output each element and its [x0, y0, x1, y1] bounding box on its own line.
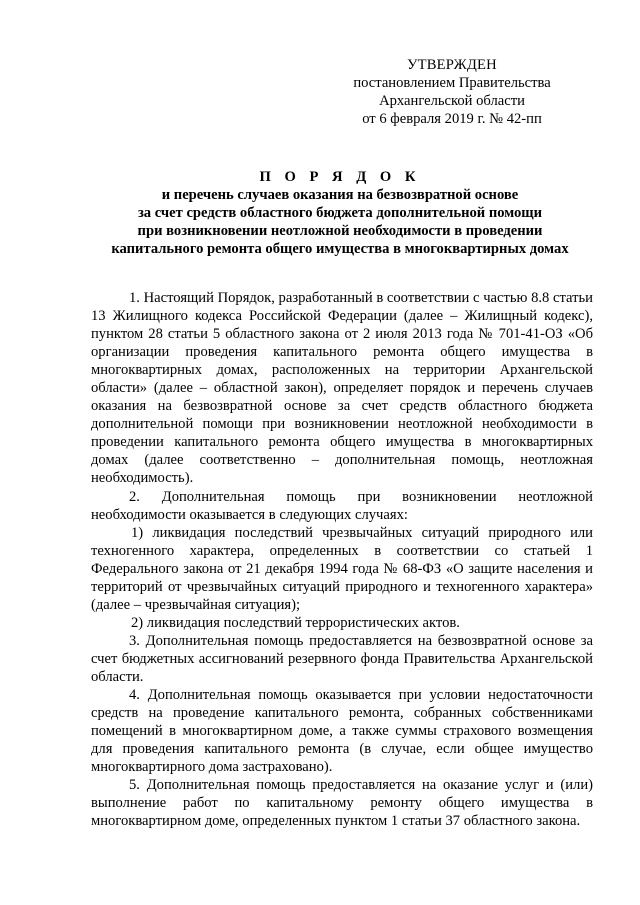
document-subtitle-line-1: и перечень случаев оказания на безвозвратной основе — [161, 187, 519, 203]
document-subtitle-line-2: за счет средств областного бюджета дополнительной помощи — [137, 205, 543, 221]
document-subtitle-line-3: при возникновении неотложной необходимости в проведении — [137, 223, 543, 239]
document-subtitle-line-4: капитального ремонта общего имущества в многоквартирных домах — [111, 241, 569, 257]
paragraph-2-item-2: 2) ликвидация последствий террористических актов. — [131, 614, 460, 631]
approval-heading: УТВЕРЖДЕН — [407, 57, 497, 73]
paragraph-2: 2. Дополнительная помощь при возникновении неотложной необходимости оказывается в следующих случаях: — [91, 488, 593, 523]
paragraph-5: 5. Дополнительная помощь предоставляется на оказание услуг и (или) выполнение работ по капитальному ремонту общего имущества в многоквартирном доме, определенных пунктом 1 статьи 37 областного закона. — [91, 777, 593, 830]
paragraph-4: 4. Дополнительная помощь оказывается при условии недостаточности средств на проведение капитального ремонта, собранных собственниками помещений в многоквартирном доме, а также суммы страхового возмещения для проведения капитального ремонта (в случае, если общее имущество многоквартирного дома застраховано). — [91, 687, 593, 776]
paragraph-2-item-1: 1) ликвидация последствий чрезвычайных ситуаций природного или техногенного характера, определенных в соответствии со статьей 1 Федерального закона от 21 декабря 1994 года № 68-ФЗ «О защите населения и территорий от чрезвычайных ситуаций природного и техногенного характера» (далее – чрезвычайная ситуация); — [91, 524, 593, 613]
paragraph-3: 3. Дополнительная помощь предоставляется на безвозвратной основе за счет бюджетных ассигнований резервного фонда Правительства Архангельской области. — [91, 632, 593, 685]
approval-line-2: Архангельской области — [379, 93, 525, 109]
document-body — [91, 289, 593, 830]
approval-line-3: от 6 февраля 2019 г. № 42-пп — [362, 111, 542, 127]
approval-stamp — [322, 56, 582, 128]
paragraph-1: 1. Настоящий Порядок, разработанный в соответствии с частью 8.8 статьи 13 Жилищного кодекса Российской Федерации (далее – Жилищный кодекс), пунктом 28 статьи 5 областного закона от 2 июля 2013 года № 701-41-ОЗ «Об организации проведения капитального ремонта общего имущества в многоквартирных домах, расположенных на территории Архангельской области» (далее – областной закон), определяет порядок и перечень случаев оказания на безвозвратной основе за счет средств областного бюджета дополнительной помощи при возникновении неотложной необходимости в проведении капитального ремонта общего имущества в многоквартирных домах (далее соответственно – дополнительная помощь, неотложная необходимость). — [91, 290, 593, 487]
document-title: П О Р Я Д О К — [259, 169, 421, 185]
approval-line-1: постановлением Правительства — [353, 75, 551, 91]
document-title-block — [90, 168, 590, 258]
